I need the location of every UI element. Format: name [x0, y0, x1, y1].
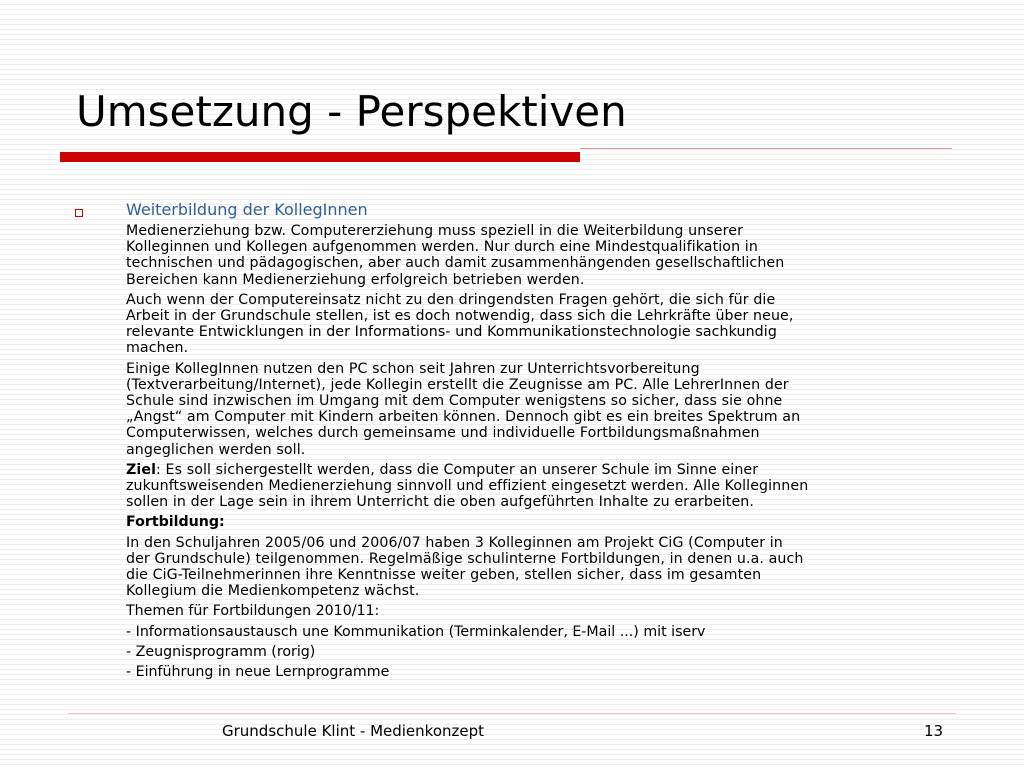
text-line: angeglichen werden soll.: [126, 441, 306, 458]
text-line: Arbeit in der Grundschule stellen, ist es doch notwendig, dass sich die Lehrkräfte über neue,: [126, 308, 794, 325]
body-text: [126, 223, 944, 684]
page-number: 13: [924, 722, 944, 740]
paragraph-computereinsatz: [126, 292, 944, 357]
title-accent-line: [580, 148, 952, 149]
themen-item: - Einführung in neue Lernprogramme: [126, 664, 390, 681]
text-line: relevante Entwicklungen in der Informations- und Kommunikationstechnologie sachkundig: [126, 324, 777, 341]
text-line: Schule sind inzwischen im Umgang mit dem Computer wenigstens so sicher, dass sie ohne: [126, 393, 783, 410]
title-accent-bar: [60, 152, 580, 162]
text-line: sollen in der Lage sein in ihrem Unterricht die oben aufgeführten Inhalte zu erarbeiten.: [126, 494, 754, 511]
paragraph-kolleginnen-pc: [126, 361, 944, 458]
paragraph-fortbildung: [126, 535, 944, 600]
text-line: machen.: [126, 340, 189, 357]
text-line: technischen und pädagogischen, aber auch damit zusammenhängenden gesellschaftlichen: [126, 255, 785, 272]
footer-text: Grundschule Klint - Medienkonzept: [222, 722, 485, 740]
fortbildung-label: Fortbildung:: [126, 514, 225, 531]
text-line: Auch wenn der Computereinsatz nicht zu den dringendsten Fragen gehört, die sich für die: [126, 291, 776, 308]
text-line: Einige KollegInnen nutzen den PC schon seit Jahren zur Unterrichtsvorbereitung: [126, 360, 700, 377]
paragraph-medienerziehung: [126, 223, 944, 288]
text-line: der Grundschule) teilgenommen. Regelmäßige schulinterne Fortbildungen, in denen u.a. auch: [126, 550, 804, 567]
footer-divider: [68, 713, 956, 714]
themen-heading: Themen für Fortbildungen 2010/11:: [126, 603, 380, 620]
ziel-first-line: : Es soll sichergestellt werden, dass die Computer an unserer Schule im Sinne einer: [156, 461, 759, 478]
text-line: [126, 462, 944, 478]
text-line: Medienerziehung bzw. Computererziehung muss speziell in die Weiterbildung unserer: [126, 223, 744, 239]
text-line: (Textverarbeitung/Internet), jede Kollegin erstellt die Zeugnisse am PC. Alle LehrerInnen der: [126, 376, 789, 393]
slide-title: Umsetzung - Perspektiven: [76, 87, 627, 136]
hollow-square-bullet-icon: [75, 209, 83, 217]
ziel-label: Ziel: [126, 461, 157, 478]
text-line: zukunftsweisenden Medienerziehung sinnvoll und effizient eingesetzt werden. Alle Kolleginnen: [126, 478, 809, 495]
themen-item: - Zeugnisprogramm (rorig): [126, 643, 316, 660]
text-line: Computerwissen, welches durch gemeinsame und individuelle Fortbildungsmaßnahmen: [126, 425, 760, 442]
paragraph-ziel: [126, 462, 944, 511]
text-line: Bereichen kann Medienerziehung erfolgreich betrieben werden.: [126, 271, 585, 288]
text-line: die CiG-Teilnehmerinnen ihre Kenntnisse weiter geben, stellen sicher, dass im gesamten: [126, 567, 762, 584]
text-line: Kolleginnen und Kollegen aufgenommen werden. Nur durch eine Mindestqualifikation in: [126, 239, 758, 256]
themen-item: - Informationsaustausch une Kommunikation (Terminkalender, E-Mail ...) mit iserv: [126, 623, 706, 640]
bullet-heading: Weiterbildung der KollegInnen: [126, 200, 368, 219]
text-line: „Angst“ am Computer mit Kindern arbeiten können. Dennoch gibt es ein breites Spektrum an: [126, 409, 801, 426]
text-line: Kollegium die Medienkompetenz wächst.: [126, 583, 420, 600]
text-line: In den Schuljahren 2005/06 und 2006/07 haben 3 Kolleginnen am Projekt CiG (Computer in: [126, 534, 783, 551]
